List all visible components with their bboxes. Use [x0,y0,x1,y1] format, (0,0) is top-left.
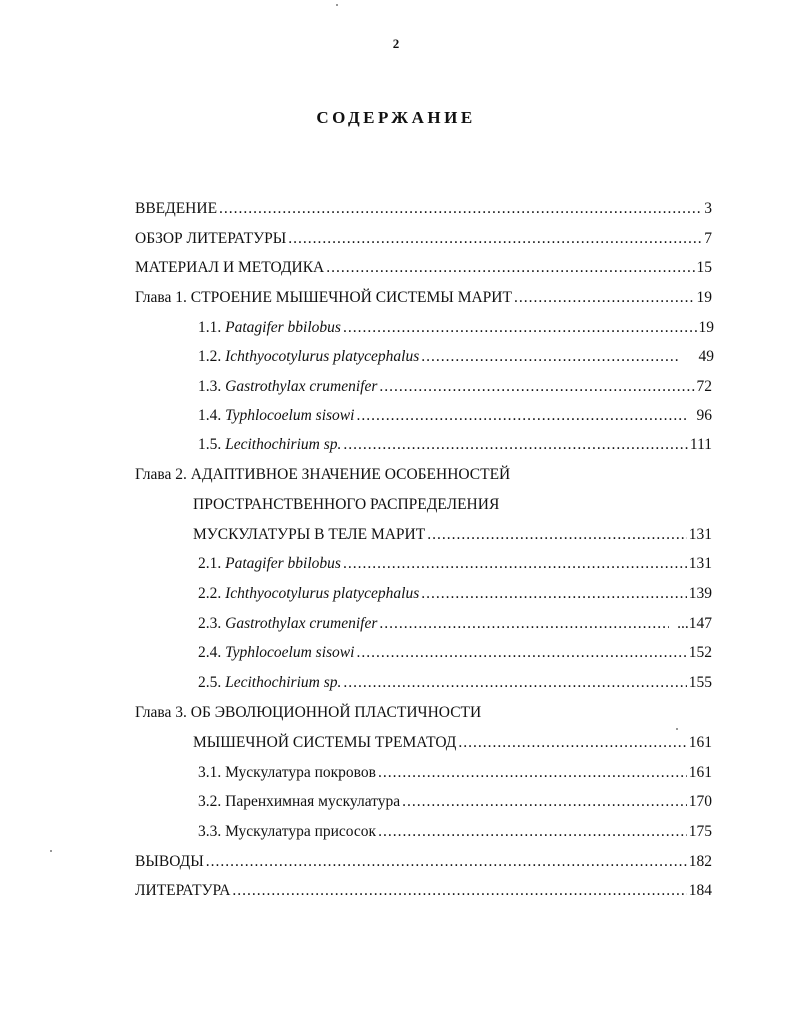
page-title: СОДЕРЖАНИЕ [316,108,476,127]
toc-page-number: 131 [688,555,712,572]
toc-entry-section-2-5: 2.5. Lecithochirium sp. ..... 155 [198,671,712,695]
toc-entry-chapter-2-continued: ПРОСТРАНСТВЕННОГО РАСПРЕДЕЛЕНИЯ [193,496,500,513]
toc-page-number: 131 [688,526,712,543]
scan-speck [676,728,678,730]
page-number: 2 [392,36,400,51]
dot-leader [326,256,694,280]
dot-leader [343,433,688,457]
scan-speck [50,850,52,852]
dot-leader [206,850,687,874]
dot-leader [402,790,687,814]
toc-entry-conclusions: ВЫВОДЫ ..... 182 [135,850,712,874]
dot-leader [458,731,686,755]
toc-entry-section-2-3: 2.3. Gastrothylax crumenifer ..... ...147 [198,612,712,636]
scan-speck [336,4,338,6]
toc-page-number: 152 [688,644,712,661]
toc-page-number: 7 [704,230,712,247]
dot-leader [378,761,687,785]
dot-leader [514,286,695,310]
toc-page-number: 161 [688,764,712,781]
toc-entry-section-2-1: 2.1. Patagifer bbilobus ..... 131 [198,552,712,576]
dot-leader [219,197,702,221]
toc-page-number: 175 [688,823,712,840]
toc-entry-section-3-3: 3.3. Мускулатура присосок ..... 175 [198,820,712,844]
dot-leader [356,641,686,665]
toc-entry-chapter-3: Глава 3. ОБ ЭВОЛЮЦИОННОЙ ПЛАСТИЧНОСТИ [135,704,482,721]
toc-entry-section-1-2: 1.2. Ichthyocotylurus platycephalus ..... 49 [198,345,714,369]
toc-entry-chapter-2-end: МУСКУЛАТУРЫ В ТЕЛЕ МАРИТ ..... 131 [193,523,712,547]
toc-page-number: 49 [698,348,714,365]
toc-entry-section-1-5: 1.5. Lecithochirium sp. ..... 111 [198,433,712,457]
toc-page-number: 96 [696,407,712,424]
toc-page-number: 19 [698,319,714,336]
toc-page-number: 111 [689,436,712,453]
toc-page-number: 3 [704,200,712,217]
dot-leader [378,820,687,844]
dot-leader [379,375,694,399]
dot-leader [427,523,687,547]
toc-entry-section-1-4: 1.4. Typhlocoelum sisowi ..... 96 [198,404,712,428]
toc-entry-literature-review: ОБЗОР ЛИТЕРАТУРЫ ..... 7 [135,227,712,251]
toc-entry-chapter-1: Глава 1. СТРОЕНИЕ МЫШЕЧНОЙ СИСТЕМЫ МАРИТ ..... 19 [135,286,712,310]
toc-entry-chapter-3-end: МЫШЕЧНОЙ СИСТЕМЫ ТРЕМАТОД ..... 161 [193,731,712,755]
toc-entry-section-1-1: 1.1. Patagifer bbilobus ..... 19 [198,316,714,340]
toc-page-number: 170 [688,793,712,810]
toc-page-number: 161 [688,734,712,751]
dot-leader [379,612,669,636]
toc-entry-section-3-1: 3.1. Мускулатура покровов ..... 161 [198,761,712,785]
toc-page-number: ...147 [677,615,712,632]
toc-page-number: 155 [688,674,712,691]
toc-entry-section-2-2: 2.2. Ichthyocotylurus platycephalus ..... 139 [198,582,712,606]
toc-entry-chapter-2: Глава 2. АДАПТИВНОЕ ЗНАЧЕНИЕ ОСОБЕННОСТЕЙ [135,466,511,483]
toc-entry-materials-methods: МАТЕРИАЛ И МЕТОДИКА ..... 15 [135,256,712,280]
toc-entry-section-3-2: 3.2. Паренхимная мускулатура ..... 170 [198,790,712,814]
dot-leader [288,227,702,251]
toc-page-number: 184 [688,882,712,899]
toc-entry-section-1-3: 1.3. Gastrothylax crumenifer ..... 72 [198,375,712,399]
toc-page-number: 19 [696,289,712,306]
toc-entry-section-2-4: 2.4. Typhlocoelum sisowi ..... 152 [198,641,712,665]
toc-entry-references: ЛИТЕРАТУРА ..... 184 [135,879,712,903]
dot-leader [343,316,697,340]
toc-page-number: 182 [688,853,712,870]
toc-entry-introduction: ВВЕДЕНИЕ ..... 3 [135,197,712,221]
dot-leader [356,404,688,428]
toc-page-number: 72 [696,378,712,395]
toc-page-number: 15 [696,259,712,276]
dot-leader [343,671,686,695]
dot-leader [232,879,686,903]
dot-leader [421,582,686,606]
toc-page-number: 139 [688,585,712,602]
dot-leader [421,345,678,369]
dot-leader [343,552,687,576]
